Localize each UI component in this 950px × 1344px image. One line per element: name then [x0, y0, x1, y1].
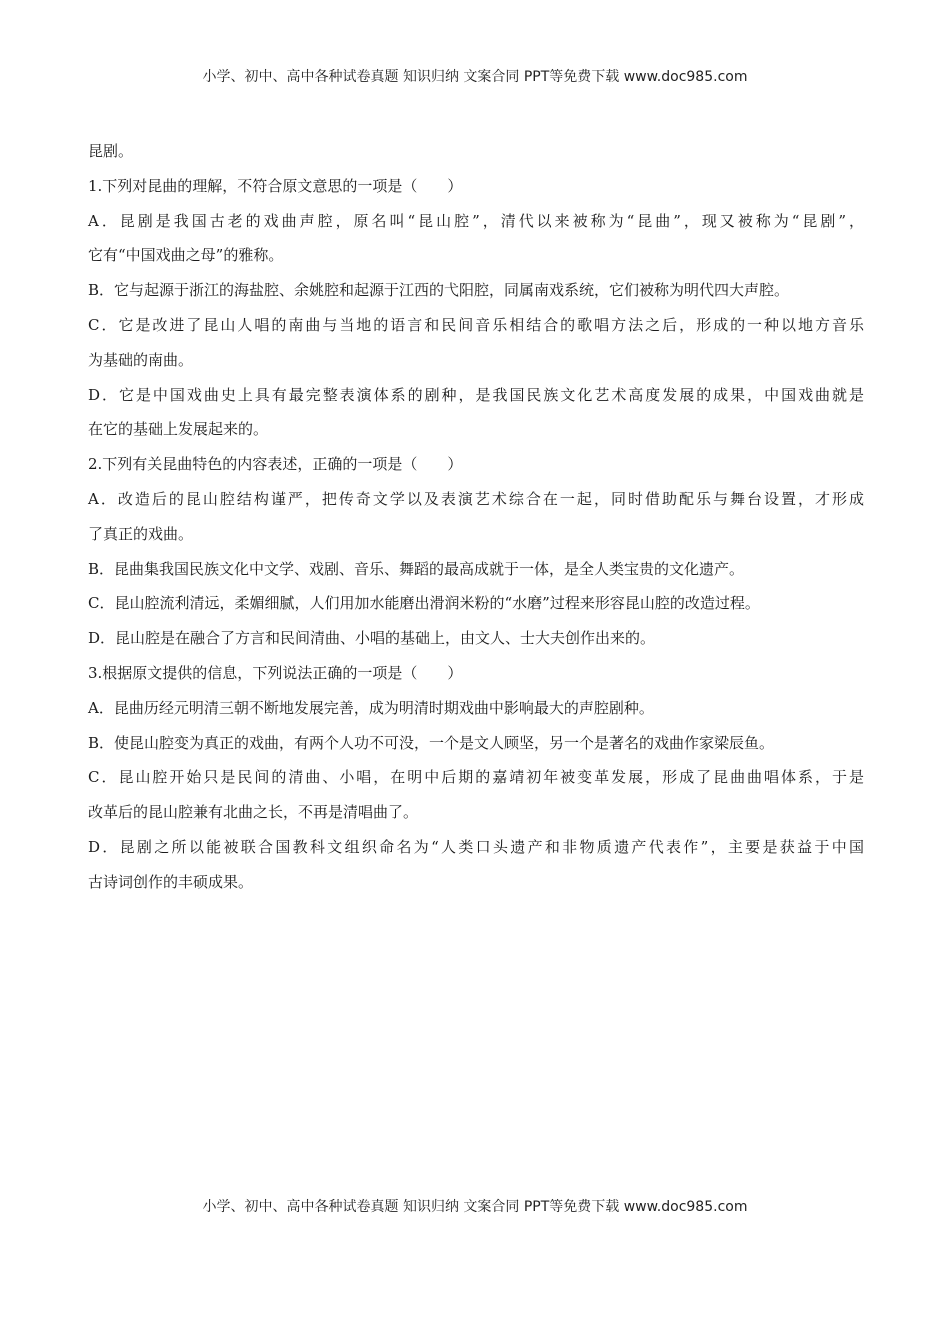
option-c: C．它是改进了昆山人唱的南曲与当地的语言和民间音乐相结合的歌唱方法之后，形成的一种以地方音乐 — [88, 315, 864, 334]
question-1 — [88, 169, 864, 447]
option-c: C．昆山腔流利清远，柔媚细腻，人们用加水能磨出滑润米粉的“水磨”过程来形容昆山腔的改造过程。 — [88, 594, 760, 613]
option-a: A．昆剧是我国古老的戏曲声腔，原名叫“昆山腔”，清代以来被称为“昆曲”，现又被称为“昆剧”， — [88, 211, 864, 230]
option-b: B．使昆山腔变为真正的戏曲，有两个人功不可没，一个是文人顾坚，另一个是著名的戏曲作家梁辰鱼。 — [88, 733, 775, 752]
intro-text: 昆剧。 — [88, 142, 134, 160]
question-stem: 1.下列对昆曲的理解，不符合原文意思的一项是（ ） — [88, 176, 463, 195]
option-d-continuation: 古诗词创作的丰硕成果。 — [88, 872, 254, 891]
option-d: D．昆剧之所以能被联合国教科文组织命名为“人类口头遗产和非物质遗产代表作”，主要是获益于中国 — [88, 837, 864, 856]
question-stem: 3.根据原文提供的信息，下列说法正确的一项是（ ） — [88, 663, 463, 682]
option-d: D．昆山腔是在融合了方言和民间清曲、小唱的基础上，由文人、士大夫创作出来的。 — [88, 629, 656, 648]
option-c: C．昆山腔开始只是民间的清曲、小唱，在明中后期的嘉靖初年被变革发展，形成了昆曲曲唱体系，于是 — [88, 768, 864, 787]
option-a: A．改造后的昆山腔结构谨严，把传奇文学以及表演艺术综合在一起，同时借助配乐与舞台设置，才形成 — [88, 489, 864, 508]
question-stem: 2.下列有关昆曲特色的内容表述，正确的一项是（ ） — [88, 455, 463, 474]
document-body — [88, 134, 864, 900]
page-footer: 小学、初中、高中各种试卷真题 知识归纳 文案合同 PPT等免费下载 www.doc985.com — [202, 1199, 748, 1215]
option-b: B．它与起源于浙江的海盐腔、余姚腔和起源于江西的弋阳腔，同属南戏系统，它们被称为明代四大声腔。 — [88, 281, 790, 300]
option-d-continuation: 在它的基础上发展起来的。 — [88, 420, 269, 439]
option-b: B．昆曲集我国民族文化中文学、戏剧、音乐、舞蹈的最高成就于一体，是全人类宝贵的文化遗产。 — [88, 559, 745, 578]
question-2 — [88, 447, 864, 656]
page-header: 小学、初中、高中各种试卷真题 知识归纳 文案合同 PPT等免费下载 www.doc985.com — [202, 69, 748, 85]
option-a: A．昆曲历经元明清三朝不断地发展完善，成为明清时期戏曲中影响最大的声腔剧种。 — [88, 698, 654, 717]
option-d: D．它是中国戏曲史上具有最完整表演体系的剧种，是我国民族文化艺术高度发展的成果，中国戏曲就是 — [88, 385, 864, 404]
option-c-continuation: 为基础的南曲。 — [88, 350, 194, 369]
question-3 — [88, 656, 864, 900]
option-a-continuation: 了真正的戏曲。 — [88, 524, 194, 543]
option-c-continuation: 改革后的昆山腔兼有北曲之长，不再是清唱曲了。 — [88, 803, 419, 822]
option-a-continuation: 它有“中国戏曲之母”的雅称。 — [88, 246, 284, 265]
